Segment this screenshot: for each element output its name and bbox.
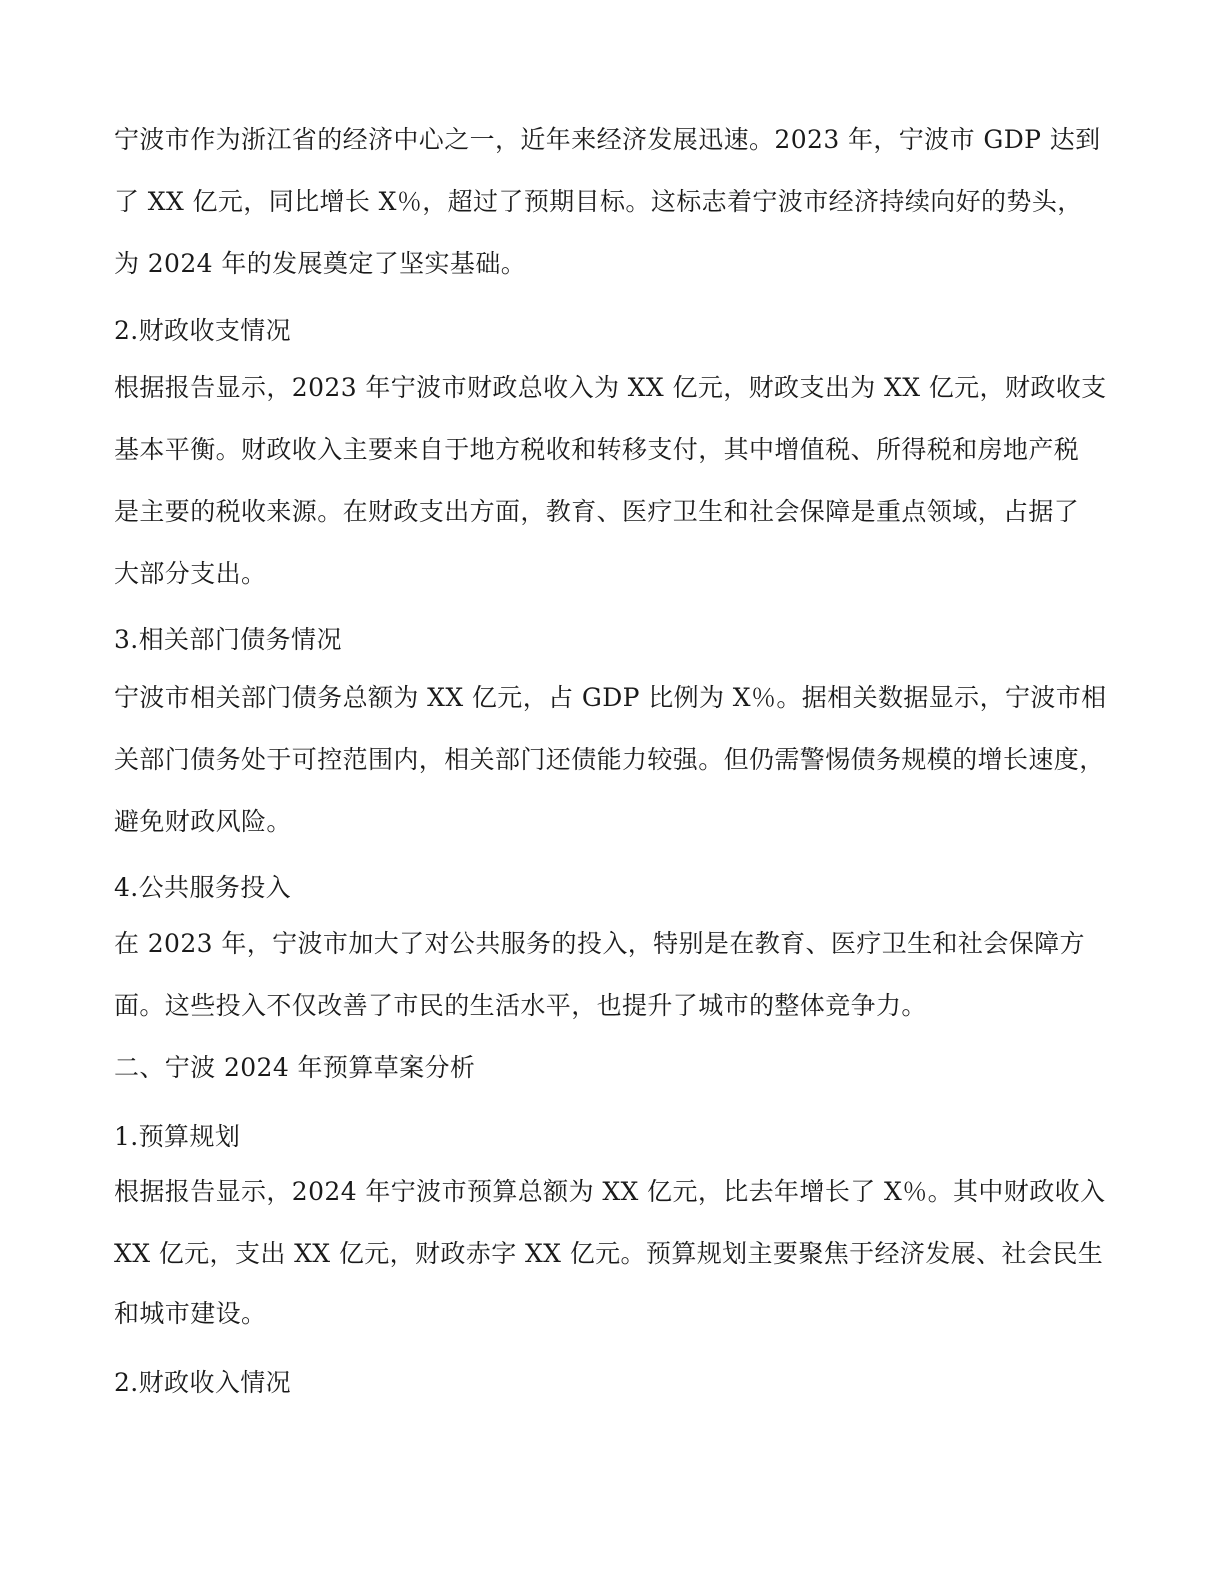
paragraph-line: 根据报告显示，2023 年宁波市财政总收入为 XX 亿元，财政支出为 XX 亿元，财政收支 [114, 373, 1107, 402]
section-heading: 2.财政收支情况 [114, 316, 292, 345]
paragraph-line: 避免财政风险。 [114, 807, 292, 836]
paragraph-line: 在 2023 年，宁波市加大了对公共服务的投入，特别是在教育、医疗卫生和社会保障方 [114, 929, 1085, 958]
paragraph-line: 根据报告显示，2024 年宁波市预算总额为 XX 亿元，比去年增长了 X％。其中财政收入 [114, 1177, 1106, 1206]
paragraph-line: 是主要的税收来源。在财政支出方面，教育、医疗卫生和社会保障是重点领域，占据了 [114, 497, 1080, 526]
section-heading: 3.相关部门债务情况 [114, 625, 342, 654]
paragraph-line: 宁波市相关部门债务总额为 XX 亿元，占 GDP 比例为 X％。据相关数据显示，宁波市相 [114, 683, 1107, 712]
section-heading: 1.预算规划 [114, 1122, 241, 1151]
paragraph-line: 和城市建设。 [114, 1299, 267, 1328]
paragraph-line: 基本平衡。财政收入主要来自于地方税收和转移支付，其中增值税、所得税和房地产税 [114, 435, 1080, 464]
section-heading: 4.公共服务投入 [114, 873, 292, 902]
chapter-heading: 二、宁波 2024 年预算草案分析 [114, 1053, 476, 1082]
paragraph-line: 关部门债务处于可控范围内，相关部门还债能力较强。但仍需警惕债务规模的增长速度， [114, 745, 1105, 774]
paragraph-line: 宁波市作为浙江省的经济中心之一，近年来经济发展迅速。2023 年，宁波市 GDP 达到 [114, 125, 1101, 154]
paragraph-line: XX 亿元，支出 XX 亿元，财政赤字 XX 亿元。预算规划主要聚焦于经济发展、社会民生 [114, 1239, 1104, 1268]
paragraph-line: 面。这些投入不仅改善了市民的生活水平，也提升了城市的整体竞争力。 [114, 991, 927, 1020]
section-heading: 2.财政收入情况 [114, 1368, 292, 1397]
paragraph-line: 大部分支出。 [114, 559, 267, 588]
paragraph-line: 为 2024 年的发展奠定了坚实基础。 [114, 249, 527, 278]
paragraph-line: 了 XX 亿元，同比增长 X％，超过了预期目标。这标志着宁波市经济持续向好的势头， [114, 187, 1083, 216]
